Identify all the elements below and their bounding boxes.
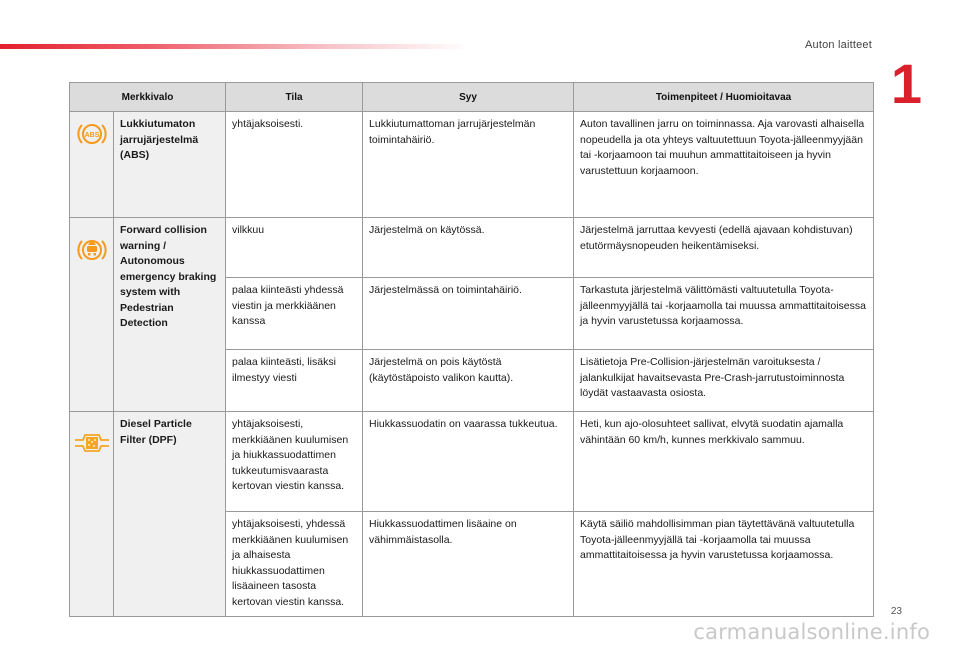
abs-warning-icon xyxy=(77,120,107,148)
table-row-fcw-1 xyxy=(70,218,874,278)
dpf-icon-cell xyxy=(70,412,114,617)
dpf-cause-2: Hiukkassuodattimen lisäaine on vähimmäistasolla. xyxy=(363,512,574,617)
fcw-cause-3: Järjestelmä on pois käytöstä (käytöstäpoisto valikon kautta). xyxy=(363,350,574,412)
header-action: Toimenpiteet / Huomioitavaa xyxy=(574,83,874,112)
collision-warning-icon xyxy=(77,236,107,264)
particle-filter-icon xyxy=(73,432,111,454)
section-title: Auton laitteet xyxy=(804,39,872,51)
fcw-state-2: palaa kiinteästi yhdessä viestin ja merkkiäänen kanssa xyxy=(226,278,363,350)
svg-text:ABS: ABS xyxy=(84,131,99,139)
dpf-name: Diesel Particle Filter (DPF) xyxy=(114,412,226,617)
dpf-cause-1: Hiukkassuodatin on vaarassa tukkeutua. xyxy=(363,412,574,512)
watermark: carmanualsonline.info xyxy=(693,620,930,644)
chapter-number: 1 xyxy=(890,52,922,115)
header-accent-bar xyxy=(0,44,470,49)
warning-lights-table xyxy=(69,82,874,617)
abs-action: Auton tavallinen jarru on toiminnassa. Aja varovasti alhaisella nopeudella ja ota yhteys valtuutettuun Toyota-jälleenmyyjään tai -korjaamoon tai muuhun ammattitaitoiseen ja hyvin varustettuun korjaamoon. xyxy=(574,112,874,218)
header-state: Tila xyxy=(226,83,363,112)
header-cause: Syy xyxy=(363,83,574,112)
table-row-dpf-1 xyxy=(70,412,874,512)
fcw-action-1: Järjestelmä jarruttaa kevyesti (edellä ajavaan kohdistuvan) etutörmäysnopeuden heikentämiseksi. xyxy=(574,218,874,278)
dpf-action-1: Heti, kun ajo-olosuhteet sallivat, elvytä suodatin ajamalla vähintään 60 km/h, kunnes merkkivalo sammuu. xyxy=(574,412,874,512)
fcw-action-2: Tarkastuta järjestelmä välittömästi valtuutetulla Toyota-jälleenmyyjällä tai -korjaamolla tai muussa ammattitaitoisessa ja hyvin varustetussa korjaamossa. xyxy=(574,278,874,350)
dpf-action-2: Käytä säiliö mahdollisimman pian täytettävänä valtuutetulla Toyota-jälleenmyyjällä tai -korjaamolla tai muussa ammattitaitoisessa ja hyvin varustetussa korjaamossa. xyxy=(574,512,874,617)
abs-state: yhtäjaksoisesti. xyxy=(226,112,363,218)
dpf-state-2: yhtäjaksoisesti, yhdessä merkkiäänen kuulumisen ja alhaisesta hiukkassuodattimen lisäaineen tasosta kertovan viestin kanssa. xyxy=(226,512,363,617)
fcw-cause-2: Järjestelmässä on toimintahäiriö. xyxy=(363,278,574,350)
dpf-state-1: yhtäjaksoisesti, merkkiäänen kuulumisen ja hiukkassuodattimen tukkeutumisvaarasta kertovan viestin kanssa. xyxy=(226,412,363,512)
fcw-icon-cell xyxy=(70,218,114,412)
abs-cause: Lukkiutumattoman jarrujärjestelmän toimintahäiriö. xyxy=(363,112,574,218)
fcw-state-1: vilkkuu xyxy=(226,218,363,278)
abs-name: Lukkiutumaton jarrujärjestelmä (ABS) xyxy=(114,112,226,218)
page-number: 23 xyxy=(890,606,902,617)
fcw-name: Forward collision warning / Autonomous emergency braking system with Pedestrian Detection xyxy=(114,218,226,412)
header-indicator: Merkkivalo xyxy=(70,83,226,112)
fcw-cause-1: Järjestelmä on käytössä. xyxy=(363,218,574,278)
fcw-state-3: palaa kiinteästi, lisäksi ilmestyy viesti xyxy=(226,350,363,412)
fcw-action-3: Lisätietoja Pre-Collision-järjestelmän varoituksesta / jalankulkijat havaitsevasta Pre-Crash-jarrutustoiminnosta löydät vastaavasta osiosta. xyxy=(574,350,874,412)
table-header-row xyxy=(70,83,874,112)
abs-icon-cell xyxy=(70,112,114,218)
table-row-abs xyxy=(70,112,874,218)
